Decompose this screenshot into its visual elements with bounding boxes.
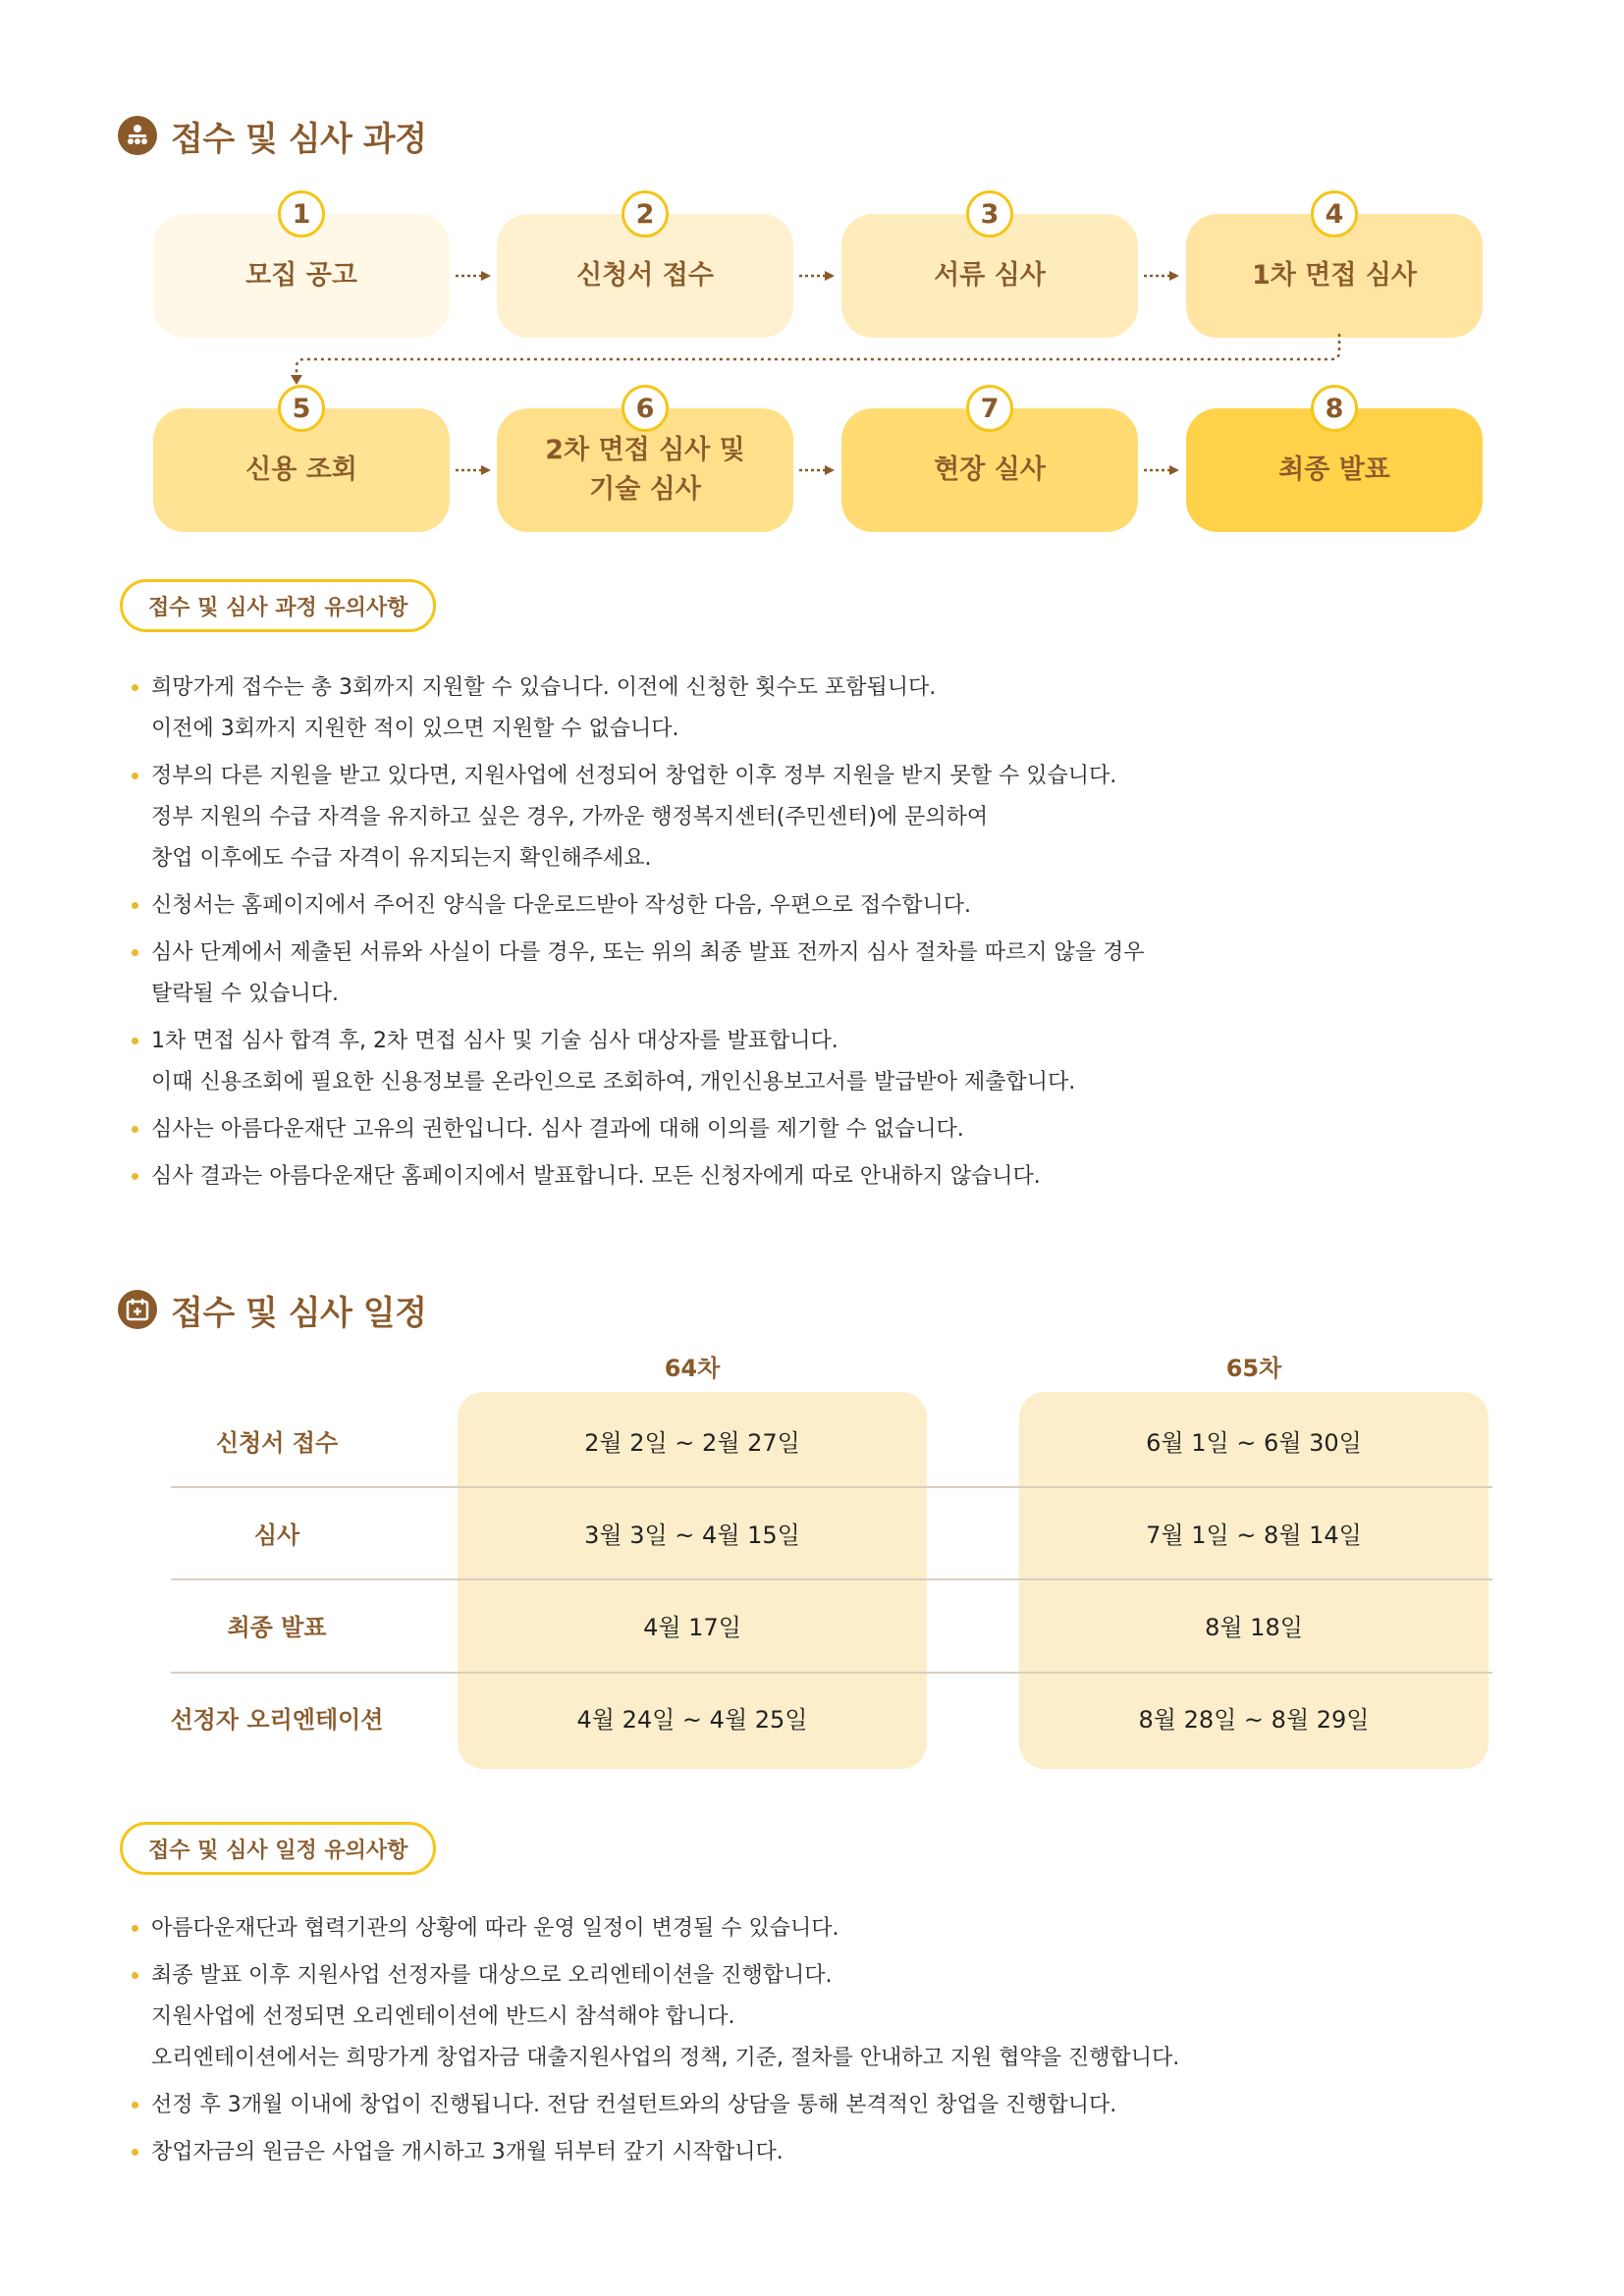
schedule-row-label: 선정자 오리엔테이션	[170, 1706, 384, 1734]
schedule-cell: 8월 18일	[1205, 1614, 1303, 1641]
schedule-cell: 4월 17일	[643, 1614, 741, 1641]
list-item	[132, 2132, 1526, 2173]
note-line: 탈락될 수 있습니다.	[151, 982, 339, 1006]
schedule-row-label: 심사	[253, 1522, 300, 1549]
step-label: 서류 심사	[934, 260, 1046, 291]
bullet-icon	[132, 949, 138, 956]
process-notes-list	[132, 667, 1526, 1203]
note-line: 심사 결과는 아름다운재단 홈페이지에서 발표합니다. 모든 신청자에게 따로 안내하지 않습니다.	[151, 1164, 1041, 1189]
schedule-notes-badge: 접수 및 심사 일정 유의사항	[120, 1822, 436, 1875]
schedule-cell: 4월 24일 ~ 4월 25일	[576, 1706, 808, 1734]
step-number-badge: 2	[622, 190, 669, 238]
step-label: 2차 면접 심사 및 기술 심사	[545, 435, 745, 505]
process-notes-badge: 접수 및 심사 과정 유의사항	[120, 579, 436, 632]
step-number-badge: 5	[278, 385, 325, 432]
list-item	[132, 2085, 1526, 2126]
step-number-badge: 3	[966, 190, 1013, 238]
schedule-cell: 6월 1일 ~ 6월 30일	[1146, 1429, 1362, 1457]
list-item	[132, 756, 1526, 880]
step-label: 신청서 접수	[576, 260, 714, 291]
list-item	[132, 1109, 1526, 1150]
list-item	[132, 1908, 1526, 1949]
step-number-badge: 7	[966, 385, 1013, 432]
step-arrow-icon	[456, 464, 491, 476]
bullet-icon	[132, 2102, 138, 2109]
step-arrow-icon	[1144, 270, 1179, 282]
bullet-icon	[132, 773, 138, 779]
list-item	[132, 1021, 1526, 1103]
step-label: 현장 실사	[934, 454, 1046, 485]
list-item	[132, 933, 1526, 1015]
bullet-icon	[132, 2149, 138, 2156]
step-label: 신용 조회	[245, 454, 357, 485]
note-line: 심사 단계에서 제출된 서류와 사실이 다를 경우, 또는 위의 최종 발표 전까지 심사 절차를 따르지 않을 경우	[151, 940, 1145, 965]
list-item	[132, 667, 1526, 750]
note-line: 선정 후 3개월 이내에 창업이 진행됩니다. 전담 컨설턴트와의 상담을 통해 본격적인 창업을 진행합니다.	[151, 2093, 1117, 2117]
step-arrow-icon	[799, 464, 835, 476]
schedule-cell: 8월 28일 ~ 8월 29일	[1138, 1706, 1370, 1734]
note-line: 최종 발표 이후 지원사업 선정자를 대상으로 오리엔테이션을 진행합니다.	[151, 1963, 833, 1988]
schedule-cell: 3월 3일 ~ 4월 15일	[584, 1522, 800, 1549]
note-line: 1차 면접 심사 합격 후, 2차 면접 심사 및 기술 심사 대상자를 발표합니다.	[151, 1029, 839, 1053]
note-line: 창업자금의 원금은 사업을 개시하고 3개월 뒤부터 갚기 시작합니다.	[151, 2140, 784, 2164]
calendar-icon	[118, 1290, 157, 1329]
row-divider	[171, 1672, 1492, 1674]
bullet-icon	[132, 1038, 138, 1044]
bullet-icon	[132, 684, 138, 691]
schedule-row-label: 신청서 접수	[215, 1429, 339, 1457]
bullet-icon	[132, 1126, 138, 1133]
list-item	[132, 1156, 1526, 1198]
bullet-icon	[132, 1173, 138, 1180]
org-chart-icon	[118, 116, 157, 155]
step-number-badge: 6	[622, 385, 669, 432]
list-item	[132, 885, 1526, 927]
schedule-title: 접수 및 심사 일정	[171, 1293, 427, 1333]
note-line: 오리엔테이션에서는 희망가게 창업자금 대출지원사업의 정책, 기준, 절차를 안내하고 지원 협약을 진행합니다.	[151, 2046, 1180, 2070]
row-divider	[171, 1486, 1492, 1488]
round-65-header: 65차	[1225, 1355, 1282, 1382]
step-arrow-icon	[1144, 464, 1179, 476]
step-arrow-icon	[456, 270, 491, 282]
schedule-section-title	[118, 1288, 426, 1331]
page-title: 접수 및 심사 과정	[171, 119, 427, 159]
note-line: 이때 신용조회에 필요한 신용정보를 온라인으로 조회하여, 개인신용보고서를 발급받아 제출합니다.	[151, 1070, 1076, 1095]
bullet-icon	[132, 902, 138, 909]
list-item	[132, 1955, 1526, 2079]
row-divider	[171, 1578, 1492, 1580]
note-line: 정부의 다른 지원을 받고 있다면, 지원사업에 선정되어 창업한 이후 정부 지원을 받지 못할 수 있습니다.	[151, 764, 1117, 788]
note-line: 지원사업에 선정되면 오리엔테이션에 반드시 참석해야 합니다.	[151, 2004, 735, 2029]
bullet-icon	[132, 1972, 138, 1979]
step-label: 모집 공고	[245, 260, 357, 291]
note-line: 희망가게 접수는 총 3회까지 지원할 수 있습니다. 이전에 신청한 횟수도 포함됩니다.	[151, 675, 937, 700]
step-number-badge: 8	[1311, 385, 1358, 432]
step-label: 최종 발표	[1278, 454, 1390, 485]
note-line: 이전에 3회까지 지원한 적이 있으면 지원할 수 없습니다.	[151, 717, 679, 741]
note-line: 심사는 아름다운재단 고유의 권한입니다. 심사 결과에 대해 이의를 제기할 수 없습니다.	[151, 1117, 964, 1142]
step-arrow-icon	[799, 270, 835, 282]
schedule-row-label: 최종 발표	[227, 1614, 327, 1641]
process-section-title	[118, 114, 426, 157]
step-number-badge: 4	[1311, 190, 1358, 238]
bullet-icon	[132, 1925, 138, 1932]
step-number-badge: 1	[278, 190, 325, 238]
note-line: 창업 이후에도 수급 자격이 유지되는지 확인해주세요.	[151, 846, 652, 871]
schedule-notes-list	[132, 1908, 1526, 2179]
schedule-cell: 2월 2일 ~ 2월 27일	[584, 1429, 800, 1457]
round-64-header: 64차	[664, 1355, 721, 1382]
schedule-cell: 7월 1일 ~ 8월 14일	[1146, 1522, 1362, 1549]
note-line: 정부 지원의 수급 자격을 유지하고 싶은 경우, 가까운 행정복지센터(주민센터)에 문의하여	[151, 805, 989, 829]
note-line: 신청서는 홈페이지에서 주어진 양식을 다운로드받아 작성한 다음, 우편으로 접수합니다.	[151, 893, 972, 918]
row-connector-arrow	[291, 332, 1345, 387]
note-line: 아름다운재단과 협력기관의 상황에 따라 운영 일정이 변경될 수 있습니다.	[151, 1916, 839, 1941]
step-label: 1차 면접 심사	[1252, 260, 1417, 291]
